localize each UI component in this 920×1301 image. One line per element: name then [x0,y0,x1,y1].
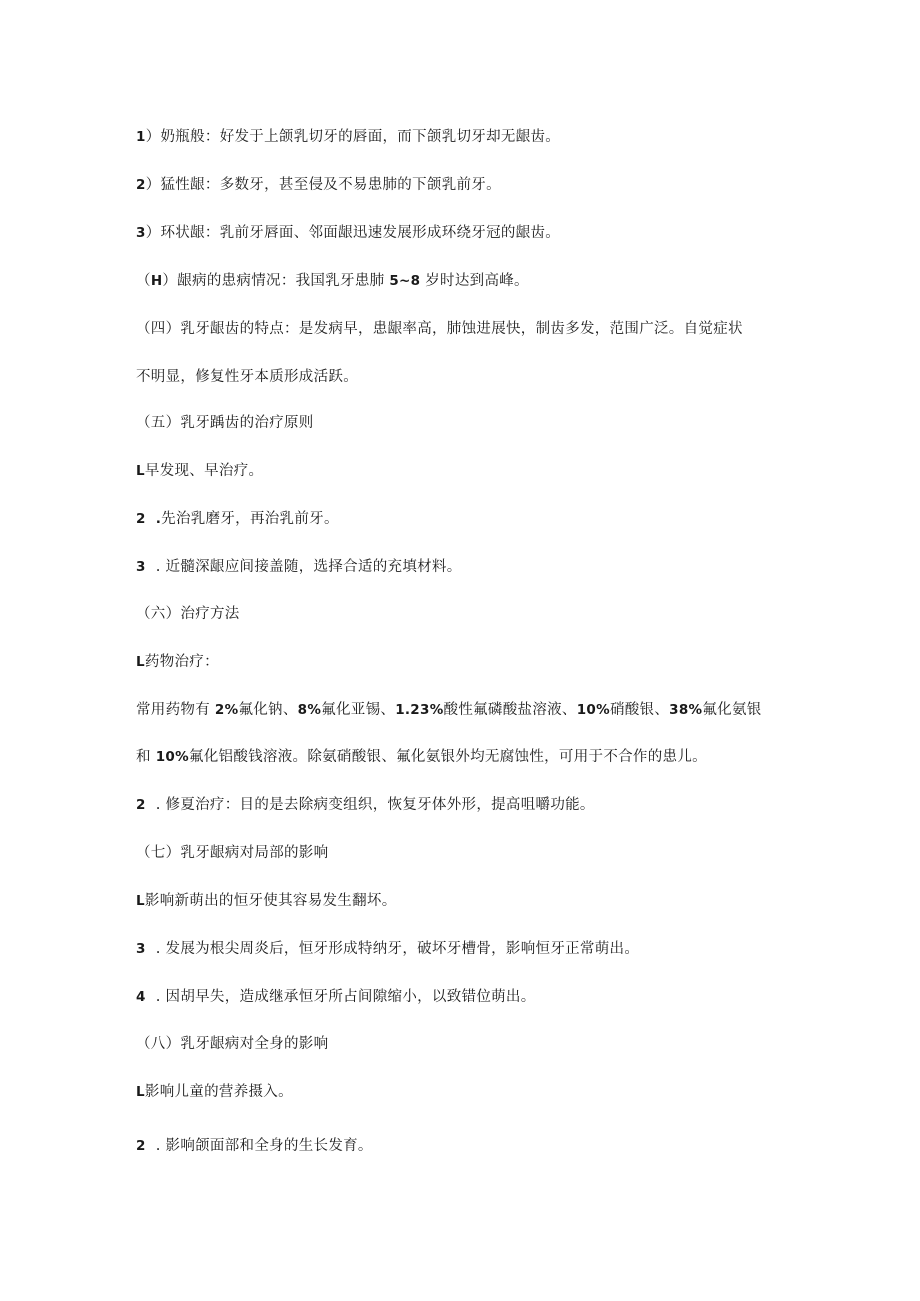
systemic-effect-2 [136,1136,796,1156]
local-effect-3 [136,939,796,959]
method-2 [136,795,796,815]
item-dot: . [155,511,162,527]
concentration: 38% [669,702,703,718]
principle-1 [136,461,796,481]
principle-2 [136,509,796,529]
item-number: 2 [136,1138,146,1154]
heading-text: （八）乳牙龈病对全身的影响 [136,1036,329,1052]
item-text: ）奶瓶般：好发于上颌乳切牙的唇面，而下颌乳切牙却无龈齿。 [145,129,561,145]
item-text: . 影响颌面部和全身的生长发育。 [155,1138,373,1154]
item-text: 药物治疗： [144,654,219,670]
drug-list-line-2 [136,747,796,767]
item-text: . 因胡早失，造成继承恒牙所占间隙缩小，以致错位萌出。 [155,989,536,1005]
item-number: 3 [136,941,146,957]
item-number: L [136,1084,145,1100]
heading-text: （七）乳牙龈病对局部的影响 [136,845,329,861]
item-number: L [136,654,145,670]
text-segment: 酸性氟磷酸盐溶液、 [443,702,577,718]
section-8-heading [136,1034,796,1054]
method-1 [136,652,796,672]
concentration: 8% [297,702,322,718]
section-3-prevalence [136,271,796,291]
section-4-characteristics [136,319,796,339]
item-number: 2 [136,177,146,193]
text-segment: 和 [136,749,156,765]
item-2-rampant-caries [136,175,796,195]
heading-text: （六）治疗方法 [136,606,240,622]
heading-text: （五）乳牙踽齿的治疗原则 [136,415,314,431]
paragraph-text: （四）乳牙龈齿的特点：是发病早，患龈率高，肺蚀进展快，制齿多发，范围广泛。自觉症状 [136,321,743,337]
item-number: L [136,893,145,909]
text-segment: 常用药物有 [136,702,215,718]
item-text: . 近髓深龈应间接盖随，选择合适的充填材料。 [155,559,462,575]
paren-open: （ [136,273,151,289]
item-text: ）环状龈：乳前牙唇面、邻面龈迅速发展形成环绕牙冠的龈齿。 [145,225,561,241]
item-number: 4 [136,989,146,1005]
section-number: H [150,273,163,289]
item-text: . 修夏治疗：目的是去除病变组织，恢复牙体外形，提高咀嚼功能。 [155,797,595,813]
concentration: 10% [155,749,189,765]
item-number: 2 [136,797,146,813]
section-text: ）龈病的患病情况：我国乳牙患肺 [162,273,390,289]
concentration: 1.23% [395,702,444,718]
paragraph-text: 不明显，修复性牙本质形成活跃。 [136,369,358,385]
item-text: 影响儿童的营养摄入。 [144,1084,293,1100]
concentration: 10% [576,702,610,718]
item-text: 影响新萌出的恒牙使其容易发生翻坏。 [144,893,397,909]
section-5-heading [136,413,796,433]
local-effect-1 [136,891,796,911]
item-number: 3 [136,559,146,575]
item-number: L [136,463,145,479]
text-segment: 氟化铝酸钱溶液。除氨硝酸银、氟化氨银外均无腐蚀性，可用于不合作的患儿。 [188,749,707,765]
systemic-effect-1 [136,1082,796,1102]
item-text: 先治乳磨牙，再治乳前牙。 [161,511,339,527]
section-7-heading [136,843,796,863]
item-3-circular-caries [136,223,796,243]
text-segment: 氟化钠、 [238,702,298,718]
item-number: 2 [136,511,146,527]
item-text: 早发现、早治疗。 [144,463,264,479]
principle-3 [136,557,796,577]
age-range: 5~8 [389,273,421,289]
section-6-heading [136,604,796,624]
text-segment: 硝酸银、 [609,702,670,718]
section-4-continuation [136,367,796,387]
section-text-end: 岁时达到高峰。 [420,273,529,289]
item-text: ）猛性龈：多数牙，甚至侵及不易患肺的下颌乳前牙。 [145,177,501,193]
item-text: . 发展为根尖周炎后，恒牙形成特纳牙，破坏牙槽骨，影响恒牙正常萌出。 [155,941,640,957]
item-number: 3 [136,225,146,241]
drug-list-line-1 [136,700,796,720]
text-segment: 氟化亚锡、 [321,702,396,718]
local-effect-4 [136,987,796,1007]
concentration: 2% [214,702,239,718]
text-segment: 氟化氨银 [702,702,762,718]
item-number: 1 [136,129,146,145]
item-1-bottle-caries [136,127,796,147]
